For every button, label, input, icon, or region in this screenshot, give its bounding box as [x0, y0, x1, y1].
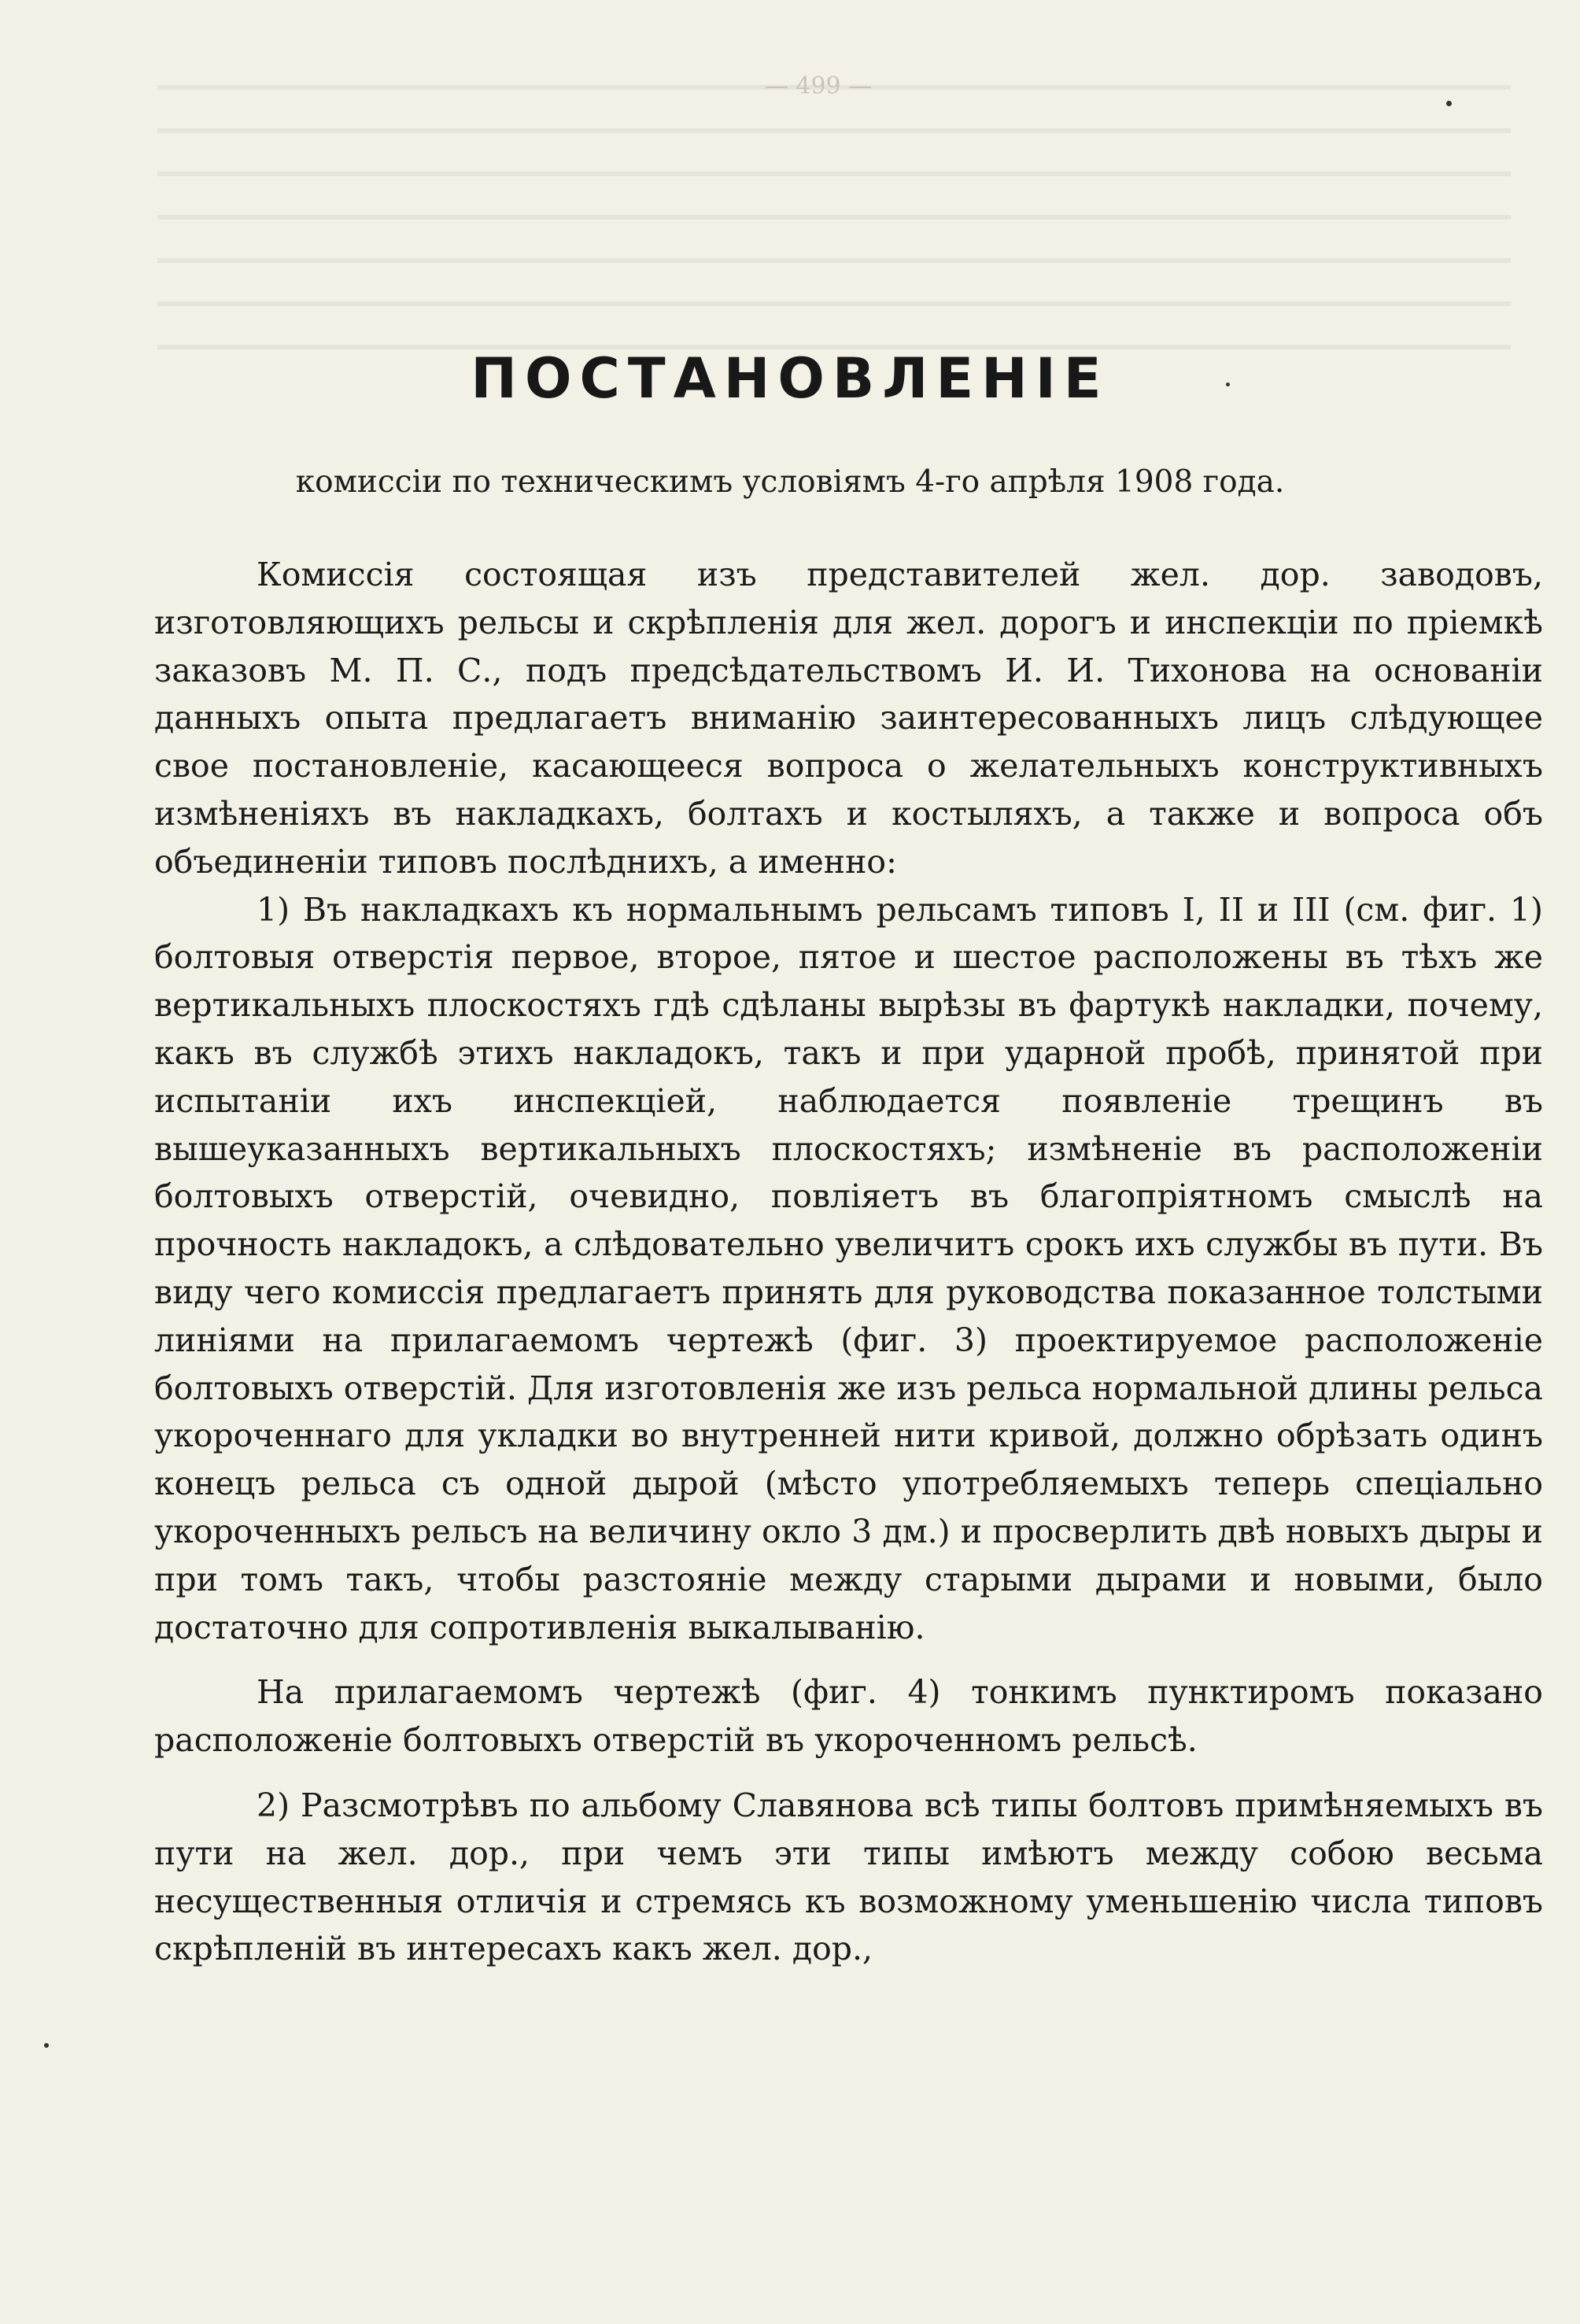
document-title: ПОСТАНОВЛЕНІЕ: [471, 346, 1109, 411]
paragraph: 2) Разсмотрѣвъ по альбому Славянова всѣ типы болтовъ примѣняемыхъ въ пути на жел. дор., при чемъ эти типы имѣютъ между собою весьма несущественныя отличія и стремясь къ возможному уменьшенію числа типовъ скрѣпленій въ интересахъ какъ жел. дор.,: [154, 1786, 1543, 1968]
bleed-through-texture: [157, 55, 1511, 370]
speck: [44, 2043, 49, 2048]
page-number-faint: — 499 —: [764, 72, 873, 100]
speck: [1446, 101, 1452, 106]
document-subtitle: комиссіи по техническимъ условіямъ 4-го апрѣля 1908 года.: [295, 464, 1285, 500]
document-body: [154, 551, 1543, 1973]
paragraph: 1) Въ накладкахъ къ нормальнымъ рельсамъ типовъ I, II и III (см. фиг. 1) болтовыя отверстія первое, второе, пятое и шестое расположены въ тѣхъ же вертикальныхъ плоскостяхъ гдѣ сдѣланы вырѣзы въ фартукѣ накладки, почему, какъ въ службѣ этихъ накладокъ, такъ и при ударной пробѣ, принятой при испытаніи ихъ инспекціей, наблюдается появленіе трещинъ въ вышеуказанныхъ вертикальныхъ плоскостяхъ; измѣненіе въ расположеніи болтовыхъ отверстій, очевидно, повліяетъ въ благопріятномъ смыслѣ на прочность накладокъ, а слѣдовательно увеличитъ срокъ ихъ службы въ пути. Въ виду чего комиссія предлагаетъ принять для руководства показанное толстыми линіями на прилагаемомъ чертежѣ (фиг. 3) проектируемое расположеніе болтовыхъ отверстій. Для изготовленія же изъ рельса нормальной длины рельса укороченнаго для укладки во внутренней нити кривой, должно обрѣзать одинъ конецъ рельса съ одной дырой (мѣсто употребляемыхъ теперь спеціально укороченныхъ рельсъ на величину окло 3 дм.) и просверлить двѣ новыхъ дыры и при томъ такъ, чтобы разстояніе между старыми дырами и новыми, было достаточно для сопротивленія выкалыванію.: [154, 890, 1543, 1646]
paragraph: На прилагаемомъ чертежѣ (фиг. 4) тонкимъ пунктиромъ показано расположеніе болтовыхъ отверстій въ укороченномъ рельсѣ.: [154, 1673, 1543, 1760]
paragraph: Комиссія состоящая изъ представителей жел. дор. заводовъ, изготовляющихъ рельсы и скрѣпленія для жел. дорогъ и инспекціи по пріемкѣ заказовъ М. П. С., подъ предсѣдательствомъ И. И. Тихонова на основаніи данныхъ опыта предлагаетъ вниманію заинтересованныхъ лицъ слѣдующее свое постановленіе, касающееся вопроса о желательныхъ конструктивныхъ измѣненіяхъ въ накладкахъ, болтахъ и костыляхъ, а также и вопроса объ объединеніи типовъ послѣднихъ, а именно:: [154, 556, 1543, 881]
